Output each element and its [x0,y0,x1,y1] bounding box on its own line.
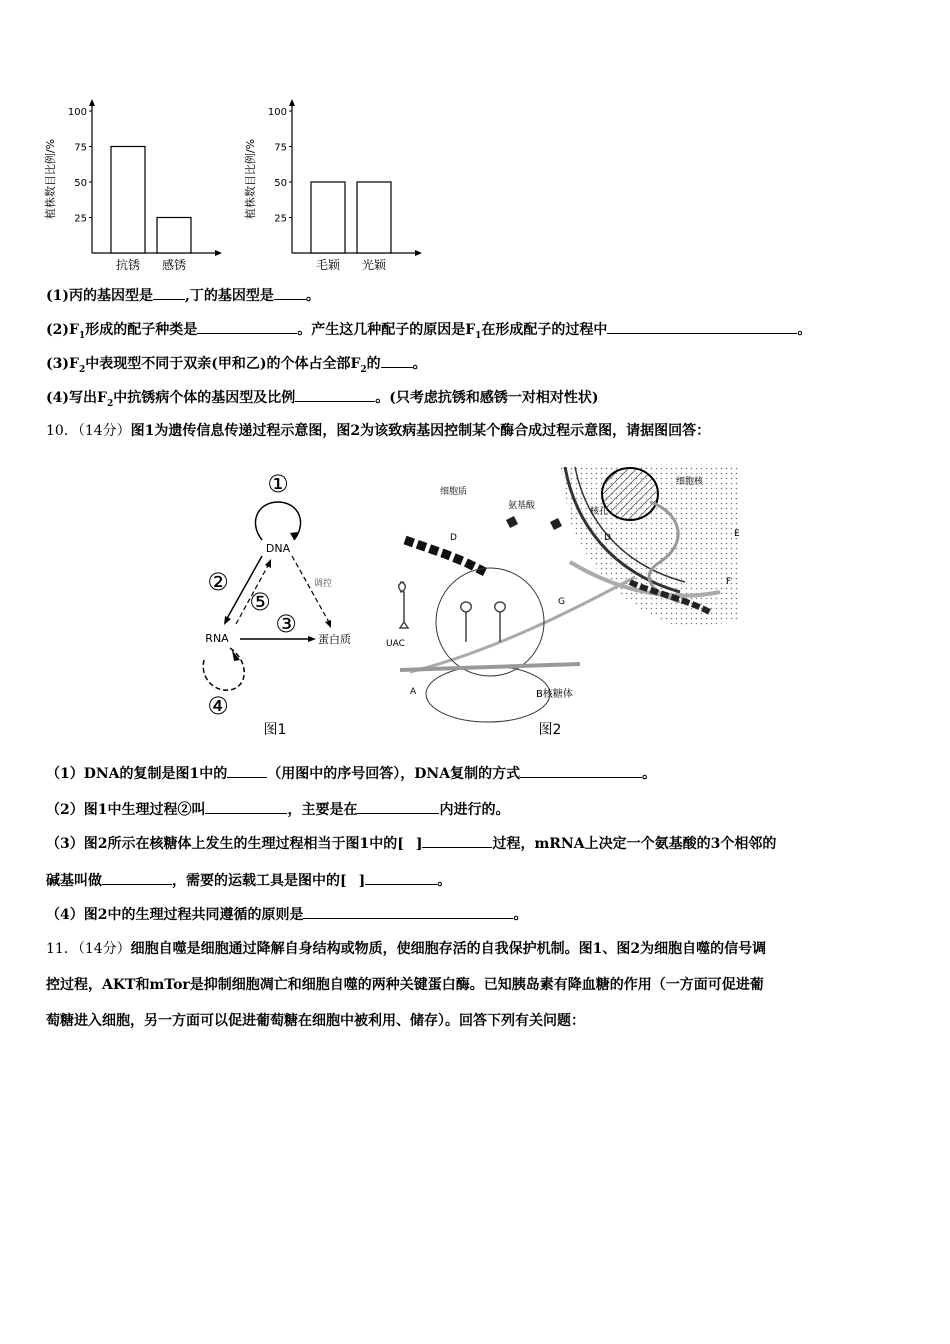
y-tick-label: 75 [274,142,287,154]
q10-text: （1）DNA的复制是图1中的 [46,766,228,782]
y-axis-arrow [289,99,295,106]
q9-text: ,丁的基因型是 [185,288,274,304]
question-stem: 细胞自噬是细胞通过降解自身结构或物质，使细胞存活的自我保护机制。图1、图2为细胞自噬的信号调 [130,941,767,957]
trna-mid-2 [495,602,506,642]
label-d-left: D [450,533,457,543]
question-stem: 萄糖进入细胞，另一方面可以促进葡萄糖在细胞中被利用、储存）。回答下列有关问题： [46,1013,585,1029]
y-tick-label: 25 [274,213,287,225]
bar-chart-glume [240,95,430,275]
q10-stem [46,421,710,441]
dna-hatched [602,468,658,520]
trna-left [399,582,408,628]
q10-text: ] [415,836,423,852]
y-tick-label: 75 [74,142,87,154]
q9-text: 中表现型不同于双亲(甲和乙)的个体占全部F [85,356,361,372]
anticodon-uac: UAC [386,639,405,649]
y-axis-label: 植株数目比例/% [244,138,257,220]
figure-2-translation [380,462,740,742]
label-f: F [726,577,732,587]
regulation-arrow [292,556,333,624]
regulation-arrowhead [325,620,331,628]
regulate-label: 调控 [314,579,333,589]
question-number: 11．（14分） [46,941,131,957]
figure-1-caption: 图1 [263,722,287,738]
answer-blank[interactable] [295,387,375,402]
q10-part4 [46,904,527,925]
y-axis-label: 植株数目比例/% [44,138,57,220]
translation-arrowhead [308,636,316,642]
question-number: 10．（14分） [46,423,131,439]
answer-blank[interactable] [520,763,642,778]
q10-text: 过程，mRNA上决定一个氨基酸的3个相邻的 [492,836,777,852]
cytoplasm-label: 细胞质 [440,487,468,497]
bar [311,182,345,253]
circle-3: ③ [275,610,297,638]
q10-text: 。 [642,766,657,782]
answer-blank[interactable] [357,799,439,814]
y-axis-arrow [89,99,95,106]
label-d-right: D [604,533,611,543]
q10-part3-cont [46,870,451,891]
q11-line2 [46,975,764,995]
answer-blank[interactable] [607,319,797,334]
y-tick-label: 100 [67,107,87,118]
q11-line3 [46,1011,585,1031]
category-label: 抗锈 [115,258,141,272]
bar [357,182,391,253]
q10-text: （用图中的序号回答），DNA复制的方式 [267,766,521,782]
bar [111,147,145,254]
answer-blank[interactable] [303,904,513,919]
q9-part3 [46,353,427,380]
q9-text: 的 [366,356,381,372]
label-g: G [558,597,565,607]
rna-label: RNA [205,632,229,645]
label-a: A [410,687,417,697]
trna-mid-1 [461,602,472,642]
q10-text: 。 [513,907,528,923]
subscript: 1 [78,330,86,341]
subscript: 1 [475,330,482,341]
q9-text: 形成的配子种类是 [85,322,198,338]
question-stem: 控过程，AKT和mTor是抑制细胞凋亡和细胞自噬的两种关键蛋白酶。已知胰岛素有降血糖的作用（一方面可促进葡 [46,977,764,993]
circle-1: ① [267,470,289,498]
circle-2: ② [207,568,229,596]
q10-part3 [46,833,776,854]
ribosome-label: B核糖体 [536,689,573,700]
q9-text: 。 [305,288,320,304]
q9-text: 中抗锈病个体的基因型及比例 [113,390,296,406]
q9-part4 [46,387,598,414]
q10-text: ，需要的运载工具是图中的[ [172,873,347,889]
q10-text: ，主要是在 [287,802,358,818]
transcription-arrowhead [224,616,231,625]
amino-acid-2 [550,518,562,530]
answer-blank[interactable] [205,799,287,814]
x-axis-arrow [215,250,222,256]
q9-text: 在形成配子的过程中 [481,322,608,338]
answer-blank[interactable] [365,870,437,885]
pore-label: 核孔 [590,507,609,517]
polypeptide-chain [405,540,485,572]
nucleus-label: 细胞核 [676,477,704,487]
answer-blank[interactable] [102,870,172,885]
q11-line1 [46,939,766,959]
q9-part2 [46,319,811,346]
bar-chart-rust [40,95,230,275]
answer-blank[interactable] [197,319,297,334]
q9-text: 。产生这几种配子的原因是F [297,322,476,338]
subscript: 2 [106,398,114,409]
x-axis-arrow [415,250,422,256]
y-tick-label: 50 [274,178,287,189]
circle-5: ⑤ [249,588,271,616]
label-e: E [734,529,740,539]
category-label: 毛颖 [315,258,341,272]
protein-label: 蛋白质 [318,633,351,646]
amino-acid-1 [506,516,518,528]
q10-text: 碱基叫做 [46,873,102,889]
category-label: 光颖 [361,258,387,272]
q9-text: 。 [412,356,427,372]
category-label: 感锈 [161,258,187,272]
amino-acid-label: 氨基酸 [508,501,536,511]
rna-replication-loop [203,648,244,690]
q10-text: 。 [437,873,452,889]
circle-4: ④ [207,692,229,720]
figure-1-central-dogma [180,462,380,742]
mrna-strand [410,577,635,672]
subscript: 2 [360,364,367,375]
ribosome-small [426,666,550,722]
q9-text: (2)F [46,322,79,338]
q10-text: （2）图1中生理过程②叫 [46,802,206,818]
answer-blank[interactable] [227,763,267,778]
question-stem: 图1为遗传信息传递过程示意图，图2为该致病基因控制某个酶合成过程示意图，请据图回答： [130,423,711,439]
q10-part1 [46,763,656,784]
subscript: 2 [78,364,86,375]
q10-text: （4）图2中的生理过程共同遵循的原则是 [46,907,304,923]
figure-2-caption: 图2 [538,722,562,738]
q9-part1 [46,285,320,306]
dna-label: DNA [265,542,291,555]
q10-text: ] [358,873,366,889]
q9-text: (1)丙的基因型是 [46,288,153,304]
q9-text: 。(只考虑抗锈和感锈一对相对性状) [375,390,599,406]
q10-part2 [46,799,509,820]
bar [157,218,191,254]
answer-blank[interactable] [422,833,492,848]
q9-text: (3)F [46,356,79,372]
q10-text: （3）图2所示在核糖体上发生的生理过程相当于图1中的[ [46,836,404,852]
q10-text: 内进行的。 [439,802,510,818]
q9-text: (4)写出F [46,390,107,406]
answer-blank[interactable] [153,285,185,300]
y-tick-label: 100 [267,107,287,118]
y-tick-label: 50 [74,178,87,189]
answer-blank[interactable] [381,353,413,368]
q9-text: 。 [797,322,812,338]
y-tick-label: 25 [74,213,87,225]
answer-blank[interactable] [274,285,306,300]
